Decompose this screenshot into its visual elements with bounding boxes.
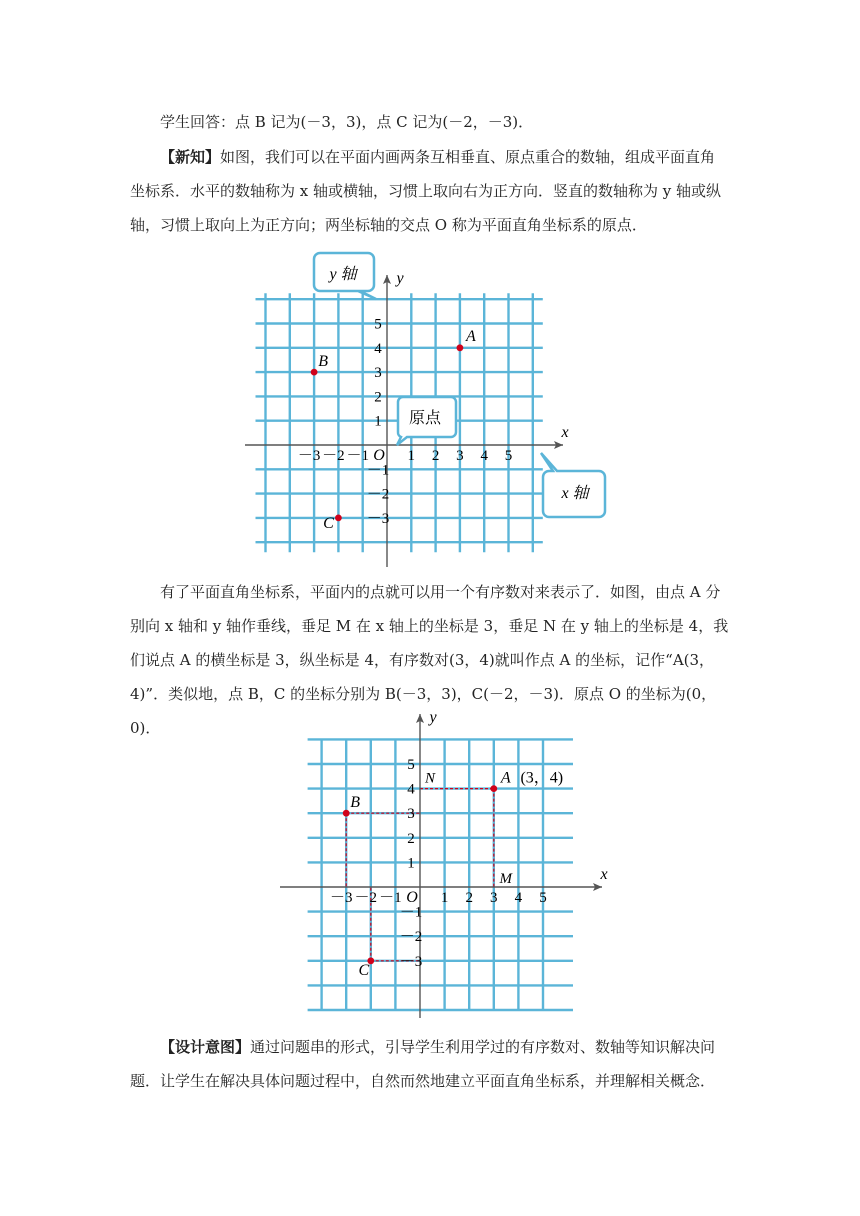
design-intent-paragraph bbox=[130, 1030, 730, 1098]
y-axis-label: y bbox=[396, 270, 404, 287]
y-tick-label: －1 bbox=[366, 462, 390, 479]
point-b bbox=[311, 369, 318, 376]
points bbox=[343, 770, 563, 979]
x-tick-label: 3 bbox=[456, 448, 464, 464]
x-callout-text: x 轴 bbox=[561, 485, 589, 502]
y-tick-label: －3 bbox=[366, 510, 390, 527]
y-tick-label: 3 bbox=[374, 365, 382, 382]
origin-label: O bbox=[373, 447, 385, 464]
x-tick-label: 4 bbox=[514, 890, 523, 906]
x-tick-label: 2 bbox=[465, 890, 473, 906]
student-answer-paragraph bbox=[130, 105, 730, 139]
point-label-b: B bbox=[350, 794, 361, 812]
origin-callout bbox=[397, 397, 456, 445]
x-tick-label: －1 bbox=[346, 448, 369, 464]
section-tag: 【设计意图】 bbox=[160, 1038, 251, 1056]
paragraph-text: 学生回答：点 B 记为(－3，3)，点 C 记为(－2，－3)． bbox=[160, 113, 534, 131]
x-tick-label: －2 bbox=[322, 448, 345, 464]
origin-label: O bbox=[406, 889, 418, 906]
point-a bbox=[457, 344, 464, 351]
point-label-b: B bbox=[318, 353, 328, 371]
y-tick-label: －3 bbox=[399, 953, 423, 970]
foot-m-label: M bbox=[499, 871, 513, 887]
paragraph-text: 有了平面直角坐标系，平面内的点就可以用一个有序数对来表示了．如图，由点 A 分别向 x 轴和 y 轴作垂线，垂足 M 在 x 轴上的坐标是 3，垂足 N 在 y 轴上的坐标是 4，我们说点 A 的横坐标是 3，纵坐标是 4，有序数对(3，4)就叫作点 A 的坐标，记作“A(3，4)”．类似地，点 B，C 的坐标分别为 B(－3，3)，C(－2，－3)．原点 O 的坐标为(0，0)． bbox=[130, 583, 729, 737]
y-tick-label: 1 bbox=[407, 855, 415, 872]
x-tick-label: 5 bbox=[539, 890, 547, 906]
point-c bbox=[335, 515, 342, 522]
y-tick-label: 2 bbox=[374, 389, 382, 406]
x-tick-label: 2 bbox=[431, 448, 440, 464]
y-tick-label: 2 bbox=[407, 830, 415, 847]
x-tick-label: 4 bbox=[480, 448, 488, 464]
new-knowledge-paragraph bbox=[130, 140, 730, 242]
coordinate-figure-2 bbox=[280, 712, 620, 1022]
point-a-coordinates: (3，4) bbox=[520, 769, 564, 787]
coordinate-figure-1 bbox=[245, 245, 625, 575]
point-label-c: C bbox=[323, 514, 334, 532]
y-tick-label: 4 bbox=[374, 340, 382, 357]
y-tick-label: 5 bbox=[407, 757, 415, 773]
x-tick-label: 5 bbox=[504, 448, 513, 464]
y-tick-label: 1 bbox=[374, 413, 382, 430]
y-axis-label: y bbox=[429, 712, 437, 726]
paragraph-text: 通过问题串的形式，引导学生利用学过的有序数对、数轴等知识解决问题．让学生在解决具体问题过程中，自然而然地建立平面直角坐标系，并理解相关概念． bbox=[130, 1038, 716, 1090]
x-axis-callout bbox=[541, 453, 605, 517]
foot-n-label: N bbox=[424, 770, 436, 787]
origin-callout-text: 原点 bbox=[408, 410, 442, 427]
y-tick-label: 4 bbox=[407, 781, 415, 798]
point-label-c: C bbox=[358, 961, 370, 979]
point-label-a: A bbox=[500, 769, 511, 787]
y-tick-label: 3 bbox=[407, 806, 415, 823]
x-tick-label: 1 bbox=[407, 448, 416, 464]
x-tick-label: 1 bbox=[440, 890, 449, 906]
x-tick-label: －3 bbox=[297, 448, 321, 464]
y-tick-label: －1 bbox=[399, 904, 423, 921]
x-axis-label: x bbox=[600, 866, 608, 883]
y-tick-label: 5 bbox=[374, 316, 382, 333]
x-tick-label: －2 bbox=[354, 890, 378, 906]
x-tick-label: －1 bbox=[379, 890, 402, 906]
y-callout-text: y 轴 bbox=[329, 266, 357, 283]
y-tick-label: －2 bbox=[366, 486, 390, 503]
point-a bbox=[490, 785, 497, 792]
point-b bbox=[343, 810, 350, 817]
x-tick-label: 3 bbox=[490, 890, 498, 906]
y-tick-label: －2 bbox=[399, 929, 423, 946]
y-axis-callout bbox=[314, 253, 376, 299]
section-tag: 【新知】 bbox=[160, 148, 221, 166]
x-axis-label: x bbox=[561, 424, 569, 441]
paragraph-text: 如图，我们可以在平面内画两条互相垂直、原点重合的数轴，组成平面直角坐标系．水平的数轴称为 x 轴或横轴，习惯上取向右为正方向．竖直的数轴称为 y 轴或纵轴，习惯上取向上为正方向；两坐标轴的交点 O 称为平面直角坐标系的原点． bbox=[130, 148, 722, 234]
x-tick-label: －3 bbox=[329, 890, 353, 906]
point-label-a: A bbox=[466, 327, 476, 345]
